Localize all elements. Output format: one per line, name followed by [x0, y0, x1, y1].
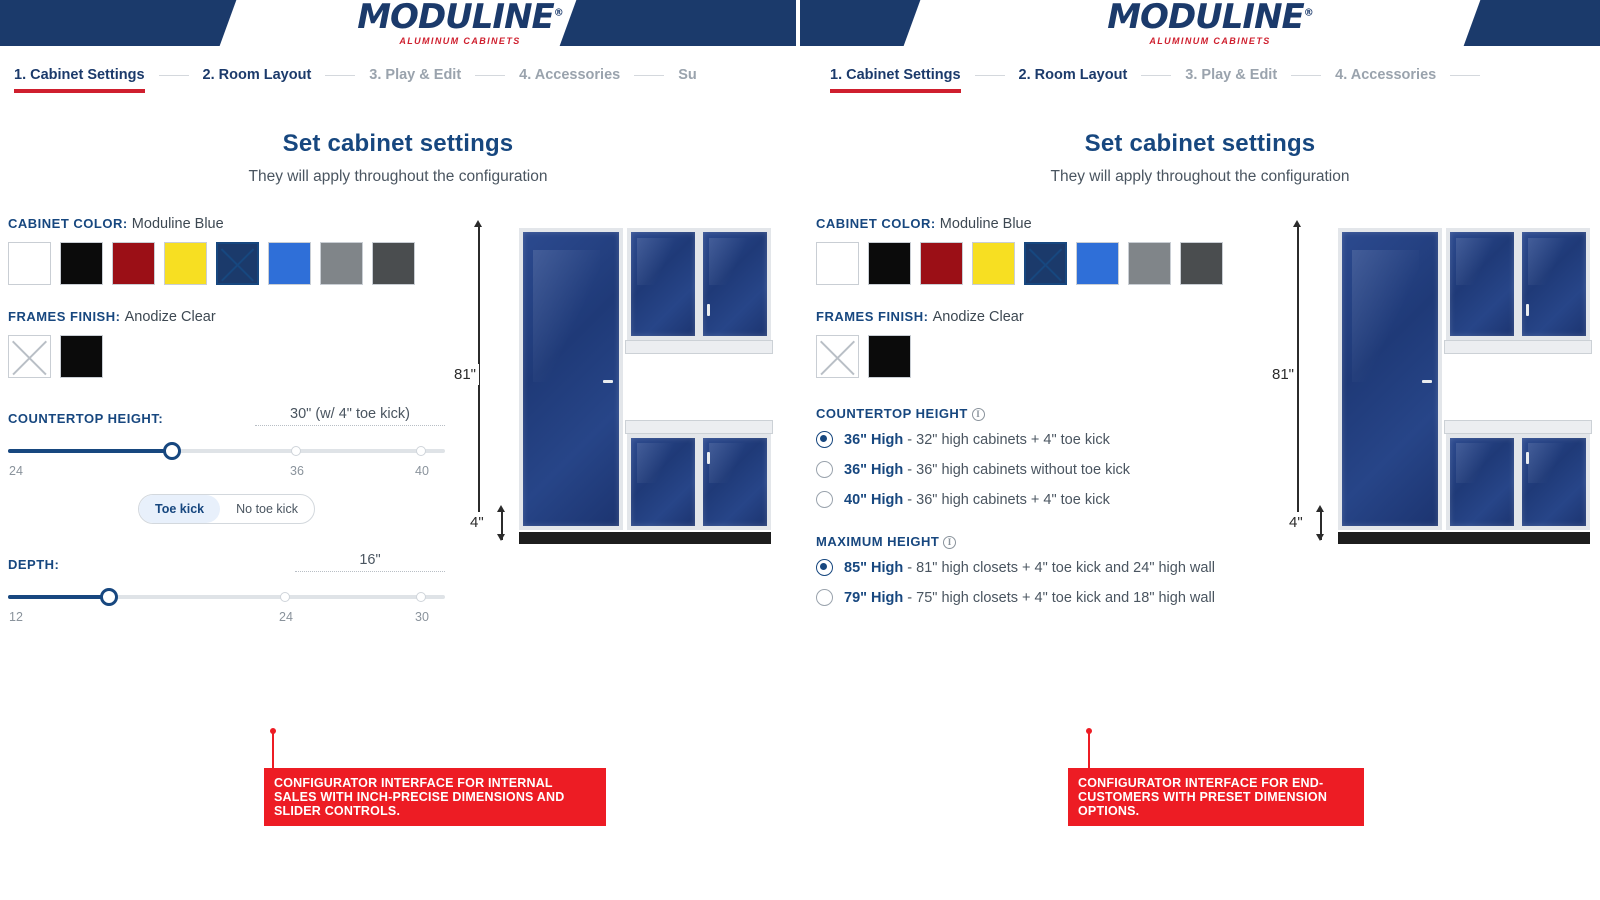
toggle-no-toe-kick[interactable]: No toe kick [236, 502, 298, 516]
step-separator [634, 75, 664, 76]
radio-countertop-40-toekick[interactable] [816, 491, 833, 508]
frames-finish-swatches-right [816, 335, 1270, 378]
depth-label-left: DEPTH: [8, 557, 60, 572]
toe-kick-toggle[interactable] [138, 494, 315, 524]
slider-tick-24[interactable] [280, 592, 290, 602]
slider-tick-36[interactable] [291, 446, 301, 456]
scale-mid: 24 [279, 610, 293, 624]
swatch-bright-blue[interactable] [1076, 242, 1119, 285]
radio-row-maximum-2[interactable] [816, 589, 1270, 606]
countertop-height-header [8, 406, 445, 426]
tall-door-left [519, 228, 623, 530]
depth-slider[interactable] [8, 588, 445, 606]
radio-rest-1: - 32" high cabinets + 4" toe kick [907, 431, 1110, 448]
countertop-height-value-left: 30" (w/ 4" toe kick) [255, 406, 445, 426]
upper-door-b-left [699, 228, 771, 340]
radio-countertop-36-notoekick[interactable] [816, 461, 833, 478]
door-handle-icon [707, 304, 710, 316]
selected-cross-icon [1026, 244, 1065, 283]
countertop-height-label-right: COUNTERTOP HEIGHT I [816, 406, 1270, 421]
base-top-shelf-left [625, 420, 773, 434]
logo-wordmark-left: MODULINE® [357, 0, 563, 37]
maximum-height-group-right [816, 534, 1270, 606]
step-separator [325, 75, 355, 76]
cabinet-preview-left [445, 216, 796, 636]
settings-column-right [800, 216, 1270, 636]
slider-knob-depth[interactable] [100, 588, 118, 606]
radio-label-countertop-1 [844, 432, 1110, 448]
dim-label-81-left: 81" [451, 364, 479, 385]
clear-cross-icon [9, 336, 50, 377]
countertop-height-group-right [816, 406, 1270, 508]
pane-end-customer [800, 0, 1600, 900]
radio-row-countertop-2[interactable] [816, 461, 1270, 478]
logo-wordmark-right: MODULINE® [1107, 0, 1313, 37]
step-accessories-right[interactable]: 4. Accessories [1335, 67, 1437, 83]
step-cabinet-settings-left[interactable]: 1. Cabinet Settings [14, 67, 145, 93]
scale-min: 24 [9, 464, 23, 478]
swatch-dark-gray[interactable] [372, 242, 415, 285]
depth-header [8, 552, 445, 572]
title-block-left [0, 130, 796, 186]
cabinet-color-label-left: CABINET COLOR: Moduline Blue [8, 216, 224, 232]
radio-row-maximum-1[interactable] [816, 559, 1270, 576]
step-play-edit-right[interactable]: 3. Play & Edit [1185, 67, 1278, 83]
callout-right [1078, 728, 1386, 818]
frames-finish-value-left: Anodize Clear [124, 309, 216, 325]
step-separator [1141, 75, 1171, 76]
page-title-right: Set cabinet settings [1084, 130, 1316, 157]
toe-kick-toggle-wrap [8, 494, 445, 524]
dim-label-4-right: 4" [1286, 512, 1306, 533]
info-icon-maximum[interactable]: I [943, 536, 956, 549]
radio-bold-max-2: 79" High [844, 589, 904, 606]
page-subtitle-right: They will apply throughout the configuration [1050, 168, 1350, 185]
radio-row-countertop-3[interactable] [816, 491, 1270, 508]
cabinet-color-value-right: Moduline Blue [939, 216, 1032, 232]
step-accessories-left[interactable]: 4. Accessories [519, 67, 621, 83]
swatch-moduline-blue[interactable] [1024, 242, 1067, 285]
callout-left [270, 728, 630, 818]
swatch-yellow[interactable] [972, 242, 1015, 285]
depth-value-left: 16" [295, 552, 445, 572]
clear-cross-icon [817, 336, 858, 377]
swatch-bright-blue[interactable] [268, 242, 311, 285]
radio-maximum-79[interactable] [816, 589, 833, 606]
step-separator [475, 75, 505, 76]
slider-tick-30[interactable] [416, 592, 426, 602]
depth-group-left [8, 552, 445, 628]
dim-arrow-bottom-4-right [1316, 534, 1324, 541]
frames-finish-swatches-left [8, 335, 445, 378]
step-separator [1450, 75, 1480, 76]
frames-finish-label-right: FRAMES FINISH: Anodize Clear [816, 309, 1024, 325]
radio-bold-2: 36" High [844, 461, 904, 478]
step-play-edit-left[interactable]: 3. Play & Edit [369, 67, 462, 83]
swatch-black[interactable] [868, 242, 911, 285]
moduline-logo-left[interactable] [310, 0, 610, 46]
scale-max: 30 [415, 610, 429, 624]
swatch-yellow[interactable] [164, 242, 207, 285]
radio-rest-3: - 36" high cabinets + 4" toe kick [907, 491, 1110, 508]
preview-column-left [445, 216, 796, 656]
toggle-toe-kick[interactable]: Toe kick [139, 495, 220, 523]
scale-mid: 36 [290, 464, 304, 478]
callout-text-right: CONFIGURATOR INTERFACE FOR END-CUSTOMERS WITH PRESET DIMENSION OPTIONS. [1068, 768, 1364, 826]
step-separator [975, 75, 1005, 76]
dim-line-81-right [1297, 226, 1299, 526]
logo-tagline-right: ALUMINUM CABINETS [1149, 36, 1271, 46]
step-separator [159, 75, 189, 76]
radio-label-maximum-1 [844, 560, 1215, 576]
dim-arrow-top-4-left [497, 505, 505, 512]
dim-arrow-top-81-right [1293, 220, 1301, 227]
stepper-right [800, 46, 1600, 98]
radio-label-countertop-2 [844, 462, 1130, 478]
settings-column-left [0, 216, 445, 656]
swatch-black[interactable] [60, 242, 103, 285]
callout-stem-right [1088, 732, 1090, 768]
radio-countertop-36-toekick[interactable] [816, 431, 833, 448]
base-top-shelf-right [1444, 420, 1592, 434]
cabinet-assembly-right [1334, 224, 1594, 544]
lower-door-b-right [1518, 434, 1590, 530]
radio-bold-1: 36" High [844, 431, 904, 448]
cabinet-color-swatches-left [8, 242, 445, 285]
radio-label-countertop-3 [844, 492, 1110, 508]
callout-text-left: CONFIGURATOR INTERFACE FOR INTERNAL SALES WITH INCH-PRECISE DIMENSIONS AND SLIDER CONTROLS. [264, 768, 606, 826]
upper-door-b-right [1518, 228, 1590, 340]
door-handle-icon [1422, 380, 1432, 383]
radio-label-maximum-2 [844, 590, 1215, 606]
swatch-light-gray[interactable] [320, 242, 363, 285]
preview-column-right [1270, 216, 1600, 636]
countertop-shelf-left [625, 340, 773, 354]
swatch-red[interactable] [112, 242, 155, 285]
content-left [0, 216, 796, 656]
radio-bold-max-1: 85" High [844, 559, 904, 576]
dim-arrow-top-81-left [474, 220, 482, 227]
dim-label-4-left: 4" [467, 512, 487, 533]
cabinet-preview-right [1270, 216, 1600, 636]
door-handle-icon [603, 380, 613, 383]
moduline-logo-right[interactable] [1060, 0, 1360, 46]
frames-finish-value-right: Anodize Clear [932, 309, 1024, 325]
door-handle-icon [707, 452, 710, 464]
countertop-height-label-left: COUNTERTOP HEIGHT: [8, 411, 164, 426]
cabinet-color-value-left: Moduline Blue [131, 216, 224, 232]
radio-rest-max-2: - 75" high closets + 4" toe kick and 18" high wall [907, 589, 1215, 606]
upper-door-a-left [627, 228, 699, 340]
countertop-height-slider[interactable] [8, 442, 445, 460]
callout-stem-left [272, 732, 274, 768]
info-icon-countertop[interactable]: I [972, 408, 985, 421]
depth-scale-left [8, 610, 445, 628]
swatch-white[interactable] [816, 242, 859, 285]
countertop-shelf-right [1444, 340, 1592, 354]
radio-maximum-85[interactable] [816, 559, 833, 576]
swatch-light-gray[interactable] [1128, 242, 1171, 285]
tall-door-right [1338, 228, 1442, 530]
radio-bold-3: 40" High [844, 491, 904, 508]
radio-row-countertop-1[interactable] [816, 431, 1270, 448]
step-summary-left[interactable]: Su [678, 67, 697, 83]
swatch-moduline-blue[interactable] [216, 242, 259, 285]
site-header-right [800, 0, 1600, 46]
dim-arrow-top-4-right [1316, 505, 1324, 512]
countertop-height-group-left [8, 406, 445, 524]
radio-rest-2: - 36" high cabinets without toe kick [907, 461, 1131, 478]
scale-min: 12 [9, 610, 23, 624]
slider-tick-40[interactable] [416, 446, 426, 456]
content-right [800, 216, 1600, 636]
title-block-right [800, 130, 1600, 186]
page-title-left: Set cabinet settings [282, 130, 514, 157]
stepper-left [0, 46, 796, 98]
step-separator [1291, 75, 1321, 76]
toe-kick-base-left [519, 532, 771, 544]
door-handle-icon [1526, 452, 1529, 464]
dim-label-81-right: 81" [1269, 364, 1297, 385]
upper-door-a-right [1446, 228, 1518, 340]
step-cabinet-settings-right[interactable]: 1. Cabinet Settings [830, 67, 961, 93]
selected-cross-icon [218, 244, 257, 283]
lower-door-a-right [1446, 434, 1518, 530]
cabinet-assembly-left [515, 224, 775, 544]
slider-fill [8, 449, 171, 453]
dim-arrow-bottom-4-left [497, 534, 505, 541]
lower-door-a-left [627, 434, 699, 530]
slider-knob-countertop[interactable] [163, 442, 181, 460]
swatch-red[interactable] [920, 242, 963, 285]
step-room-layout-right[interactable]: 2. Room Layout [1018, 67, 1128, 83]
toe-kick-base-right [1338, 532, 1590, 544]
cabinet-color-swatches-right [816, 242, 1270, 285]
maximum-height-label-right: MAXIMUM HEIGHT I [816, 534, 1270, 549]
countertop-scale-left [8, 464, 445, 482]
door-handle-icon [1526, 304, 1529, 316]
step-room-layout-left[interactable]: 2. Room Layout [202, 67, 312, 83]
swatch-white[interactable] [8, 242, 51, 285]
cabinet-color-label-right: CABINET COLOR: Moduline Blue [816, 216, 1032, 232]
page-subtitle-left: They will apply throughout the configuration [248, 168, 548, 185]
slider-fill [8, 595, 108, 599]
swatch-dark-gray[interactable] [1180, 242, 1223, 285]
site-header-left [0, 0, 796, 46]
frame-anodize-black[interactable] [60, 335, 103, 378]
frame-anodize-clear[interactable] [8, 335, 51, 378]
frames-finish-label-left: FRAMES FINISH: Anodize Clear [8, 309, 216, 325]
lower-door-b-left [699, 434, 771, 530]
scale-max: 40 [415, 464, 429, 478]
logo-tagline-left: ALUMINUM CABINETS [399, 36, 521, 46]
frame-anodize-black[interactable] [868, 335, 911, 378]
radio-rest-max-1: - 81" high closets + 4" toe kick and 24" high wall [907, 559, 1215, 576]
frame-anodize-clear[interactable] [816, 335, 859, 378]
